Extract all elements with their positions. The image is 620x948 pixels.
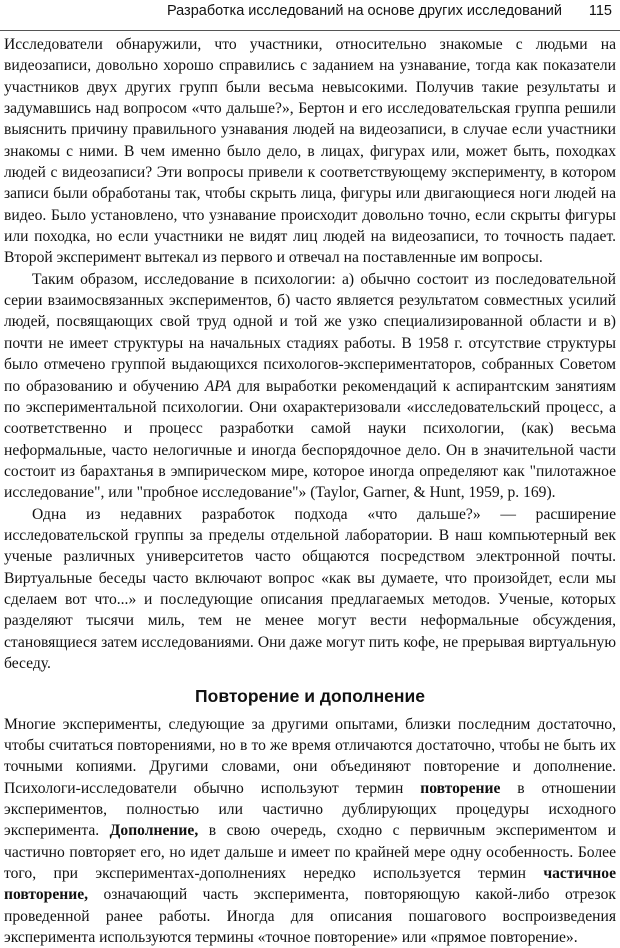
term-addition: Дополнение, (109, 822, 199, 840)
paragraph-structure-part2: для выработки рекомендаций к аспирантским занятиям по экспериментальной психологии. Они охарактеризовали «исследовательский процесс, а соответственно и процесс разработки самой науки психологии, (как) весьма неформальные, часто нелогичные и иногда беспорядочное дело. Он в значительной части состоит из барахтанья в эмпирическом мире, которое иногда определяют как "пилотажное исследование", или "пробное исследование"» (Taylor, Garner, & Hunt, 1959, p. 169). (4, 377, 617, 502)
paragraph-burton: Исследователи обнаружили, что участники, относительно знакомые с людьми на видеозаписи, довольно хорошо справились с заданием на узнавание, тогда как показатели участников двух других групп были весьма невысокими. Получив такие результаты и задумавшись над вопросом «что дальше?», Бертон и его исследовательская группа решили выяснить причину правильного узнавания людей на видеозаписи, в случае если участники знакомы с ними. В чем именно было дело, в лицах, фигурах или, может быть, походках людей с видеозаписи? Эти вопросы привели к соответствующему эксперименту, в котором записи были обработаны так, чтобы скрыть лица, фигуры или двигающиеся ноги людей на видео. Было установлено, что узнавание происходит довольно точно, если скрыты фигуры или походка, но если участники не видят лиц людей на видеозаписи, то точность падает. Второй эксперимент вытекал из первого и отвечал на поставленные им вопросы. (4, 36, 616, 267)
running-header (0, 0, 620, 31)
header-title: Разработка исследований на основе других исследований (166, 3, 562, 19)
paragraph-structure-part1: Таким образом, исследование в психологии: а) обычно состоит из последовательной серии взаимосвязанных экспериментов, б) часто является результатом совместных усилий людей, посвящающих свой труд одной и той же узко специализированной области и в) почти не имеет структуры на начальных стадиях работы. В 1958 г. отсутствие структуры было отмечено группой выдающихся психологов-экспериментаторов, собранных Советом по образованию и обучению (4, 270, 616, 395)
term-partial-repetition: частичное повторение, (4, 865, 616, 904)
repetition-text-4: означающий часть эксперимента, повторяющую какой-либо отрезок проведенной ранее работы. Иногда для описания пошагового воспроизведения эксперимента используются термины «точное повторение» или «прямое повторение». (4, 886, 616, 947)
repetition-text-2: в отношении экспериментов, полностью или частично дублирующих процедуры исходного эксперимента. (4, 779, 616, 840)
apa-abbreviation: APA (204, 377, 232, 395)
text-body (4, 34, 616, 948)
repetition-text-3: в свою очередь, сходно с первичным экспериментом и частично повторяет его, но идет дальше и имеет по крайней мере одну особенность. Более того, при экспериментах-дополнениях нередко используется термин (4, 822, 616, 883)
paragraph-virtual: Одна из недавних разработок подхода «что дальше?» — расширение исследовательской группы за пределы отдельной лаборатории. В наш компьютерный век ученые различных университетов часто общаются посредством электронной почты. Виртуальные беседы часто включают вопрос «как вы думаете, что произойдет, если мы сделаем вот что...» и последующие описания предлагаемых методов. Ученые, которых разделяют тысячи миль, тем не менее могут вести неформальные обсуждения, становящиеся затем исследованиями. Они даже могут пить кофе, не прерывая виртуальную беседу. (4, 505, 616, 672)
paragraph-repetition (4, 714, 616, 948)
paragraph-structure (4, 269, 616, 504)
term-repetition: повторение (420, 779, 501, 797)
page-number: 115 (588, 3, 612, 19)
repetition-text-1: Многие эксперименты, следующие за другими опытами, близки последним достаточно, чтобы считаться повторениями, но в то же время отличаются достаточно, чтобы не быть их точными копиями. Другими словами, они объединяют повторение и дополнение. Психологи-исследователи обычно используют термин (4, 715, 616, 797)
section-heading: Повторение и дополнение (195, 686, 425, 707)
